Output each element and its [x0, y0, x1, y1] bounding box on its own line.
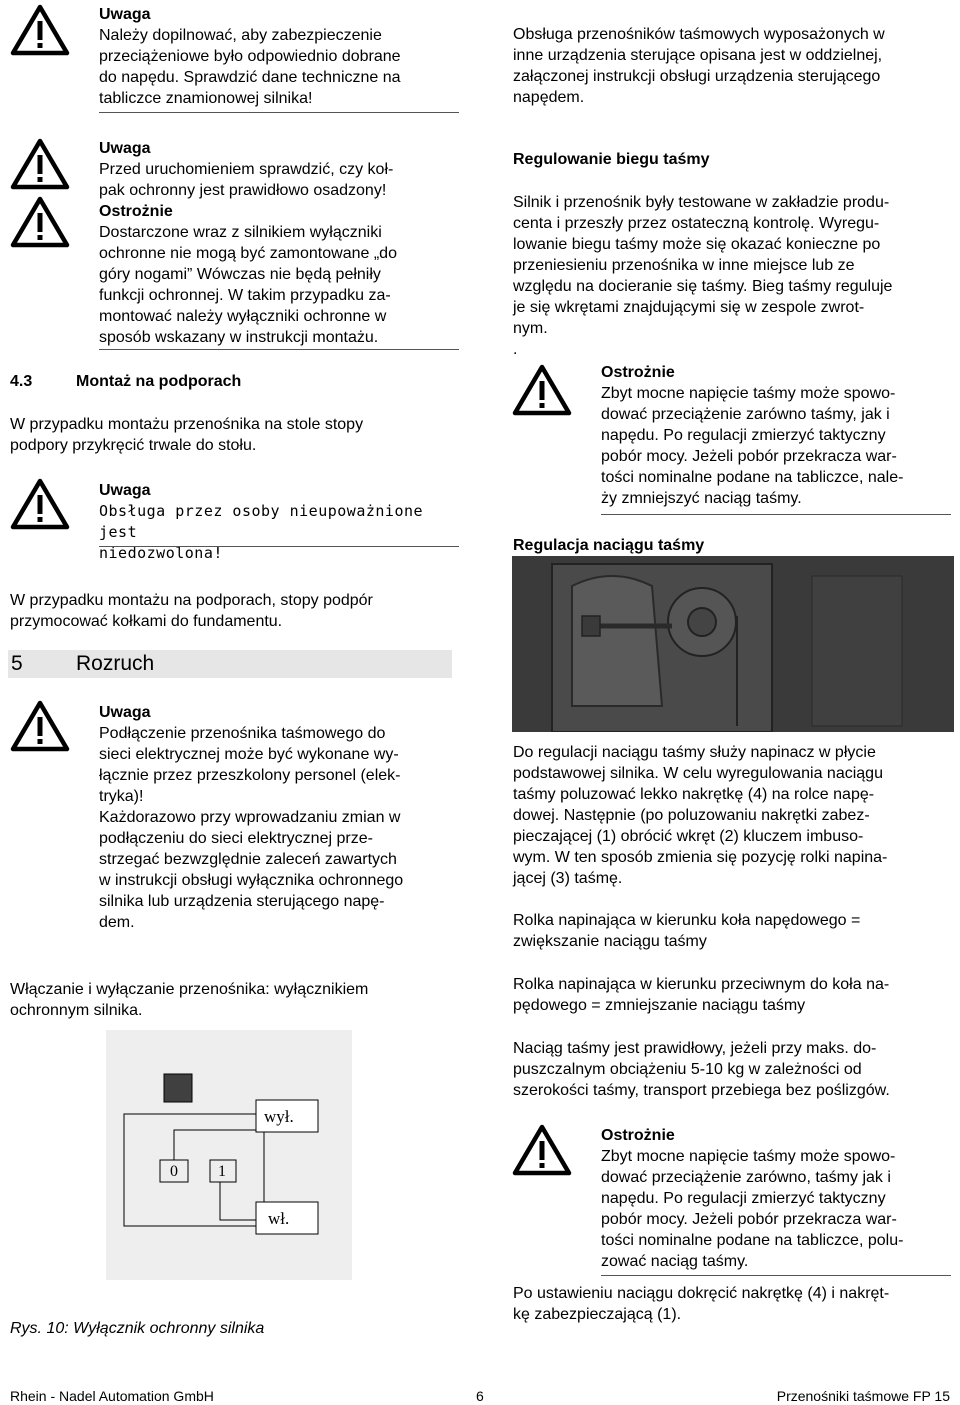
footer-document-title: Przenośniki taśmowe FP 15 — [776, 1388, 950, 1404]
warning-1-title: Uwaga — [99, 6, 151, 23]
supports-paragraph: W przypadku montażu na podporach, stopy podpór przymocować kołkami do fundamentu. — [10, 592, 373, 630]
warning-triangle-icon — [10, 138, 70, 190]
warning-triangle-icon — [10, 4, 70, 56]
warning-3-title: Ostrożnie — [99, 203, 173, 220]
warning-1-text: Należy dopilnować, aby zabezpieczenie przeciążeniowe było odpowiednio dobrane do napędu. Sprawdzić dane techniczne na tabliczce znamionowej silnika! — [99, 27, 401, 107]
heading-belt-run: Regulowanie biegu taśmy — [513, 151, 710, 168]
warning-triangle-icon — [10, 478, 70, 530]
final-paragraph: Po ustawieniu naciągu dokręcić nakrętkę (4) i nakręt- kę zabezpieczającą (1). — [513, 1285, 890, 1323]
warning-4-title: Uwaga — [99, 482, 151, 499]
caution-2-text: Zbyt mocne napięcie taśmy może spowo- dować przeciążenie zarówno, taśmy jak i napędu. Po regulacji zmierzyć taktyczny pobór mocy. Jeżeli pobór przekracza war- tości nominalne podane na tabliczce, polu- zować naciąg taśmy. — [601, 1148, 904, 1270]
warning-2-text: Przed uruchomieniem sprawdzić, czy koł- pak ochronny jest prawidłowo osadzony! — [99, 161, 394, 199]
divider — [601, 514, 951, 515]
caution-1-title: Ostrożnie — [601, 364, 675, 381]
divider — [99, 546, 459, 547]
tension-paragraph: Do regulacji naciągu taśmy służy napinacz w płycie podstawowej silnika. W celu wyregulowania naciągu taśmy poluzować lekko nakrętkę (4) na rolce napę- dowej. Następnie (po poluzowaniu nakrętki zabez- pieczającej (1) obrócić wkręt (2) kluczem imbuso- wym. W ten sposób zmienia się pozycję rolki napina- jącej (3) taśmę. — [513, 744, 888, 887]
switch-key-1: 1 — [218, 1163, 226, 1180]
belt-tensioner-photo — [512, 556, 954, 732]
mounting-paragraph: W przypadku montażu przenośnika na stole stopy podpory przykręcić trwale do stołu. — [10, 416, 364, 454]
footer-page-number: 6 — [476, 1388, 484, 1404]
caution-1-text: Zbyt mocne napięcie taśmy może spowo- dować przeciążenie zarówno taśmy, jak i napędu. Po regulacji zmierzyć taktyczny pobór mocy. Jeżeli pobór przekracza war- tości nominalne podane na tabliczce, nale- ży zmniejszyć naciąg taśmy. — [601, 385, 904, 507]
section-4-3-number: 4.3 — [10, 373, 33, 390]
warning-2-title: Uwaga — [99, 140, 151, 157]
switch-diagram — [106, 1030, 352, 1280]
label-on: wł. — [268, 1209, 290, 1228]
decrease-tension-paragraph: Rolka napinająca w kierunku przeciwnym do koła na- pędowego = zmniejszanie naciągu taśmy — [513, 976, 890, 1014]
switching-paragraph: Włączanie i wyłączanie przenośnika: wyłącznikiem ochronnym silnika. — [10, 981, 369, 1019]
caution-2-title: Ostrożnie — [601, 1127, 675, 1144]
divider — [601, 1275, 951, 1276]
section-5-header — [8, 650, 452, 678]
increase-tension-paragraph: Rolka napinająca w kierunku koła napędowego = zwiększanie naciągu taśmy — [513, 912, 861, 950]
warning-5-title: Uwaga — [99, 704, 151, 721]
belt-run-paragraph: Silnik i przenośnik były testowane w zakładzie produ- centa i przeszły przez ostateczną kontrolę. Wyregu- lowanie biegu taśmy może się okazać konieczne po przeniesieniu przenośnika w inne miejsce lub ze względu na docieranie się taśmy. Bieg taśmy reguluje je się wkrętami znajdującymi się w zespole zwrot- nym. . — [513, 194, 893, 358]
tensioner-drawing — [512, 556, 954, 732]
section-5-number: 5 — [11, 652, 23, 675]
section-5-title: Rozruch — [76, 652, 155, 675]
warning-triangle-icon — [10, 196, 70, 248]
section-4-3-title: Montaż na podporach — [76, 373, 242, 390]
figure-caption: Rys. 10: Wyłącznik ochronny silnika — [10, 1320, 265, 1337]
warning-triangle-icon — [512, 364, 572, 416]
footer-company: Rhein - Nadel Automation GmbH — [10, 1388, 214, 1404]
heading-belt-tension: Regulacja naciągu taśmy — [513, 537, 705, 554]
motor-switch-figure — [106, 1030, 352, 1280]
warning-3-text: Dostarczone wraz z silnikiem wyłączniki ochronne nie mogą być zamontowane „do góry nogami” Wówczas nie będą pełniły funkcji ochronnej. W takim przypadku za- montować należy wyłączniki ochronne w sposób wskazany w instrukcji montażu. — [99, 224, 397, 346]
warning-triangle-icon — [10, 700, 70, 752]
switch-key-0: 0 — [170, 1163, 178, 1180]
warning-triangle-icon — [512, 1124, 572, 1176]
label-off: wył. — [264, 1107, 294, 1126]
warning-4-text: Obsługa przez osoby nieupoważnione jest niedozwolona! — [99, 502, 424, 562]
correct-tension-paragraph: Naciąg taśmy jest prawidłowy, jeżeli przy maks. do- puszczalnym obciążeniu 5-10 kg w zależności od szerokości taśmy, transport przebiega bez poślizgów. — [513, 1040, 890, 1099]
divider — [99, 112, 459, 113]
warning-5-text: Podłączenie przenośnika taśmowego do sieci elektrycznej może być wykonane wy- łącznie przez przeszkolony personel (elek- tryka)! Każdorazowo przy wprowadzaniu zmian w podłączeniu do sieci elektrycznej prze- strzegać bezwzględnie zaleceń zawartych w instrukcji obsługi wyłącznika ochronnego silnika lub urządzenia sterującego napę- dem. — [99, 725, 404, 931]
intro-paragraph: Obsługa przenośników taśmowych wyposażonych w inne urządzenia sterujące opisana jest w oddzielnej, załączonej instrukcji obsługi urządzenia sterującego napędem. — [513, 26, 885, 106]
divider — [99, 349, 459, 350]
